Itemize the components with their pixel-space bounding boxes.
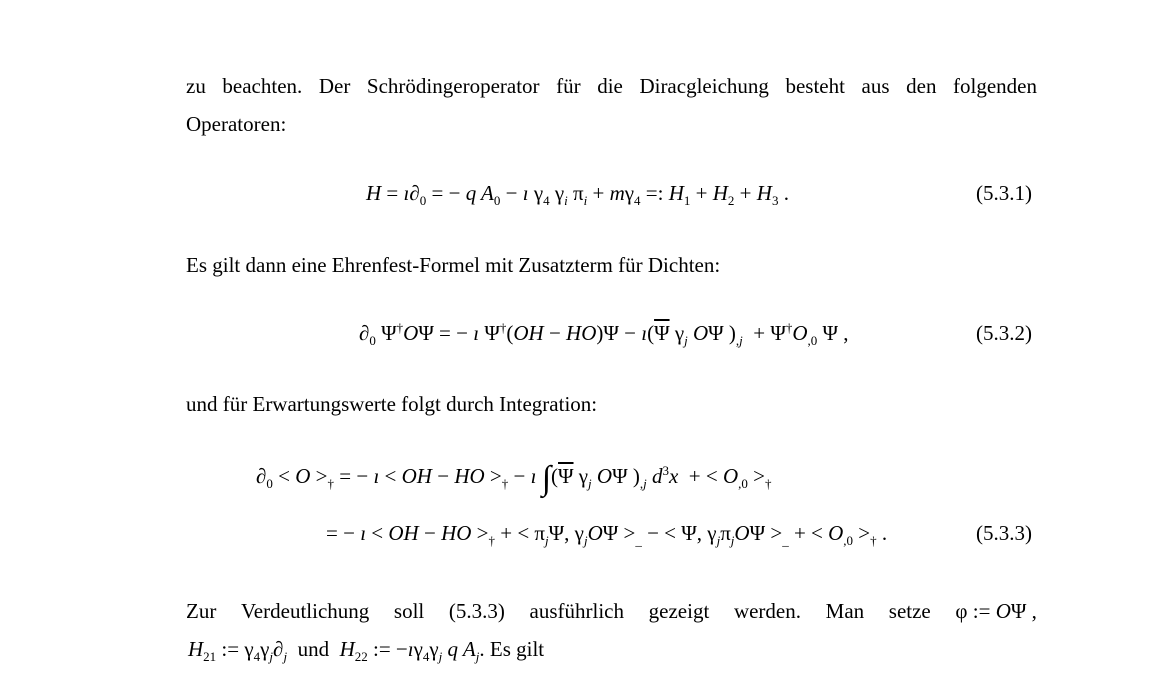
closing-line-2 [188, 637, 544, 662]
integration-paragraph: und für Erwartungswerte folgt durch Integration: [186, 392, 598, 416]
intro-paragraph [186, 67, 1037, 143]
h21-definition: $H_{21}$ := $\gamma_4\gamma_j\partial_j$ [188, 637, 288, 664]
closing-word: setze [888, 599, 931, 623]
equation-number-5-3-2: (5.3.2) [976, 321, 1032, 345]
equation-5-3-1: $H = ı\partial_0$ = − q $A_0$ − ı $\gamma_4$ $\gamma_i$ $\pi_i + m\gamma_4$ =: $H_1 + H_2 + H_3$ . [366, 181, 789, 208]
closing-word: Zur [186, 599, 217, 623]
closing-line-1 [186, 599, 1037, 624]
es-gilt-text: . Es gilt [479, 637, 545, 661]
closing-word: (5.3.3) [448, 599, 505, 623]
equation-5-3-3-line-1: $\partial_0 < O >_\dagger$ = − ı < OH − HO $>_\dagger$ − ı $\int(\overline{\Psi}$ $\gamma_j$ OΨ )$_{,j}$ $d^3x$ + < $O_{,0} >_\dagger$ [256, 460, 772, 497]
closing-word: Man [825, 599, 865, 623]
intro-line-2: Operatoren: [186, 112, 287, 136]
ehrenfest-paragraph: Es gilt dann eine Ehrenfest-Formel mit Zusatzterm für Dichten: [186, 253, 721, 277]
closing-word: Verdeutlichung [240, 599, 370, 623]
closing-word: werden. [733, 599, 801, 623]
closing-word: soll [393, 599, 425, 623]
h22-definition: $H_{22}$ := $-ı\gamma_4\gamma_j$ q $A_j$ [339, 637, 480, 664]
equation-5-3-2: $\partial_0$ Ψ†OΨ = − ı $\Psi^\dagger(OH - HO)\Psi - ı(\overline{\Psi}$ $\gamma_j$ OΨ )$_{,j} + \Psi^\dagger O_{,0}$ Ψ , [359, 320, 849, 348]
phi-definition: φ := OΨ , [955, 599, 1037, 623]
equation-number-5-3-1: (5.3.1) [976, 181, 1032, 205]
closing-word: ausführlich [529, 599, 625, 623]
und-word: und [297, 637, 330, 661]
closing-word: gezeigt [648, 599, 710, 623]
equation-number-5-3-3: (5.3.3) [976, 521, 1032, 545]
equation-5-3-3-line-2: = − ı < OH − HO $>_\dagger$ + < $\pi_j\Psi$, $\gamma_jO\Psi >_{\_}$ − < Ψ, $\gamma_j\pi_jO\Psi >_{\_}$ + < $O_{,0} >_\dagger$ . [326, 521, 888, 548]
intro-line-1: zu beachten. Der Schrödingeroperator für die Diracgleichung besteht aus den folgenden [186, 74, 1037, 98]
